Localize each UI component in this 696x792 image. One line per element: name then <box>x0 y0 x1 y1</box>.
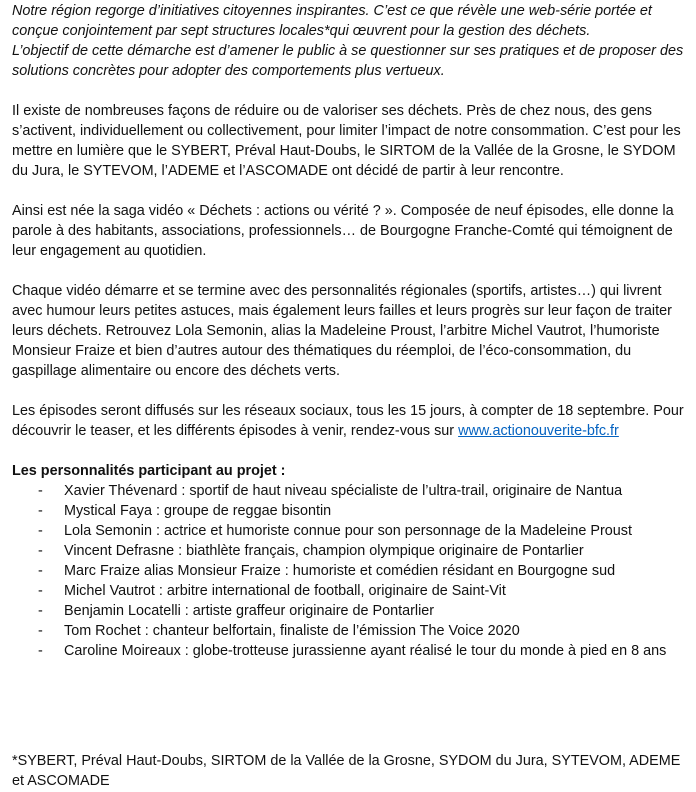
episodes-text: Les épisodes seront diffusés sur les réseaux sociaux, tous les 15 jours, à compter de 18 septembre. Pour découvrir le teaser, et les différents épisodes à venir, rendez-vous sur <box>12 403 684 439</box>
list-item <box>12 621 686 641</box>
bullet-dash: - <box>38 543 43 559</box>
list-item-text: Xavier Thévenard : sportif de haut niveau spécialiste de l’ultra-trail, originaire de Nantua <box>64 483 623 499</box>
paragraph-episodes <box>12 401 686 441</box>
bullet-dash: - <box>38 643 43 659</box>
bullet-dash: - <box>38 623 43 639</box>
bullet-dash: - <box>38 603 43 619</box>
list-item <box>12 641 686 661</box>
website-link[interactable]: www.actionouverite-bfc.fr <box>458 423 619 439</box>
intro-line-1: Notre région regorge d’initiatives citoyennes inspirantes. C’est ce que révèle une web-série portée et conçue conjointement par sept structures locales*qui œuvrent pour la gestion des déchets. <box>12 3 652 39</box>
list-item <box>12 541 686 561</box>
list-item-text: Vincent Defrasne : biathlète français, champion olympique originaire de Pontarlier <box>64 543 584 559</box>
list-item-text: Lola Semonin : actrice et humoriste connue pour son personnage de la Madeleine Proust <box>64 523 632 539</box>
list-item <box>12 581 686 601</box>
paragraph-waste-reduction: Il existe de nombreuses façons de réduire ou de valoriser ses déchets. Près de chez nous, des gens s’activent, individuellement ou collectivement, pour limiter l’impact de notre consommation. C’est pour les mettre en lumière que le SYBERT, Préval Haut-Doubs, le SIRTOM de la Vallée de la Grosne, le SYDOM du Jura, le SYTEVOM, l’ADEME et l’ASCOMADE ont décidé de partir à leur rencontre. <box>12 103 681 179</box>
list-item-text: Michel Vautrot : arbitre international de football, originaire de Saint-Vit <box>64 583 506 599</box>
paragraph-personalities: Chaque vidéo démarre et se termine avec des personnalités régionales (sportifs, artistes…) qui livrent avec humour leurs petites astuces, mais également leurs failles et leurs progrès sur leur façon de traiter leurs déchets. Retrouvez Lola Semonin, alias la Madeleine Proust, l’arbitre Michel Vautrot, l’humoriste Monsieur Fraize et bien d’autres autour des thématiques du réemploi, de l’éco-consommation, du gaspillage alimentaire ou encore des déchets verts. <box>12 283 672 379</box>
list-item-text: Tom Rochet : chanteur belfortain, finaliste de l’émission The Voice 2020 <box>64 623 520 639</box>
intro-line-2: L’objectif de cette démarche est d’amener le public à se questionner sur ses pratiques et de proposer des solutions concrètes pour adopter des comportements plus vertueux. <box>12 43 684 79</box>
intro-block <box>12 0 686 81</box>
list-item-text: Benjamin Locatelli : artiste graffeur originaire de Pontarlier <box>64 603 435 619</box>
list-item <box>12 521 686 541</box>
list-item <box>12 561 686 581</box>
bullet-dash: - <box>38 523 43 539</box>
bullet-dash: - <box>38 563 43 579</box>
bullet-dash: - <box>38 503 43 519</box>
list-item <box>12 601 686 621</box>
bullet-dash: - <box>38 583 43 599</box>
list-item-text: Mystical Faya : groupe de reggae bisontin <box>64 503 332 519</box>
list-item-text: Marc Fraize alias Monsieur Fraize : humoriste et comédien résidant en Bourgogne sud <box>64 563 616 579</box>
paragraph-saga: Ainsi est née la saga vidéo « Déchets : actions ou vérité ? ». Composée de neuf épisodes, elle donne la parole à des habitants, associations, professionnels… de Bourgogne Franche-Comté qui témoignent de leur engagement au quotidien. <box>12 203 674 259</box>
personalities-heading: Les personnalités participant au projet : <box>12 463 286 479</box>
footnote: *SYBERT, Préval Haut-Doubs, SIRTOM de la Vallée de la Grosne, SYDOM du Jura, SYTEVOM, ADEME et ASCOMADE <box>12 753 681 789</box>
bullet-dash: - <box>38 483 43 499</box>
list-item-text: Caroline Moireaux : globe-trotteuse jurassienne ayant réalisé le tour du monde à pied en 8 ans <box>64 643 667 659</box>
list-item <box>12 501 686 521</box>
list-item <box>12 481 686 501</box>
personalities-list <box>12 481 686 661</box>
